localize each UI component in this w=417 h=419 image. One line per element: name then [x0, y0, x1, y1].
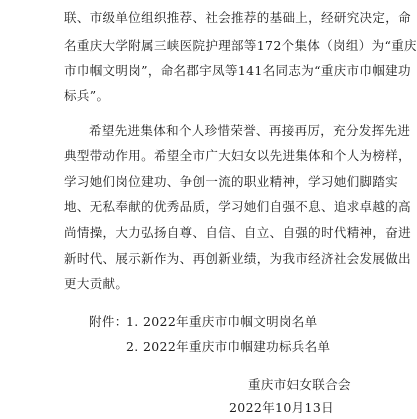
- attachment-item-2: 2. 2022年重庆市巾帼建功标兵名单: [126, 339, 331, 354]
- paragraph-1-line-3: 市巾帼文明岗”，命名郡宇凤等141名同志为“重庆市巾帼建功: [64, 63, 411, 78]
- paragraph-2-line-2: 典型带动作用。希望全市广大妇女以先进集体和个人为榜样，: [64, 148, 411, 163]
- paragraph-2-line-1: 希望先进集体和个人珍惜荣誉、再接再厉，充分发挥先进: [89, 123, 411, 138]
- paragraph-1-line-1: 联、市级单位组织推荐、社会推荐的基础上，经研究决定，命: [64, 10, 411, 25]
- attachments-label: 附件：: [89, 314, 128, 329]
- attachment-item-1: 1. 2022年重庆市巾帼文明岗名单: [126, 314, 318, 329]
- paragraph-2-line-7: 更大贡献。: [64, 276, 129, 291]
- paragraph-1-line-4: 标兵”。: [64, 88, 110, 103]
- paragraph-2-line-5: 尚情操，大力弘扬自尊、自信、自立、自强的时代精神，奋进: [64, 225, 411, 240]
- paragraph-2-line-3: 学习她们岗位建功、争创一流的职业精神，学习她们脚踏实: [64, 174, 399, 189]
- signature-date: 2022年10月13日: [229, 400, 334, 415]
- paragraph-1-line-2: 名重庆大学附属三峡医院护理部等172个集体（岗组）为“重庆: [64, 38, 417, 53]
- paragraph-2-line-4: 地、无私奉献的优秀品质，学习她们自强不息、追求卓越的高: [64, 199, 411, 214]
- signature-organization: 重庆市妇女联合会: [248, 377, 351, 392]
- paragraph-2-line-6: 新时代、展示新作为、再创新业绩，为我市经济社会发展做出: [64, 251, 411, 266]
